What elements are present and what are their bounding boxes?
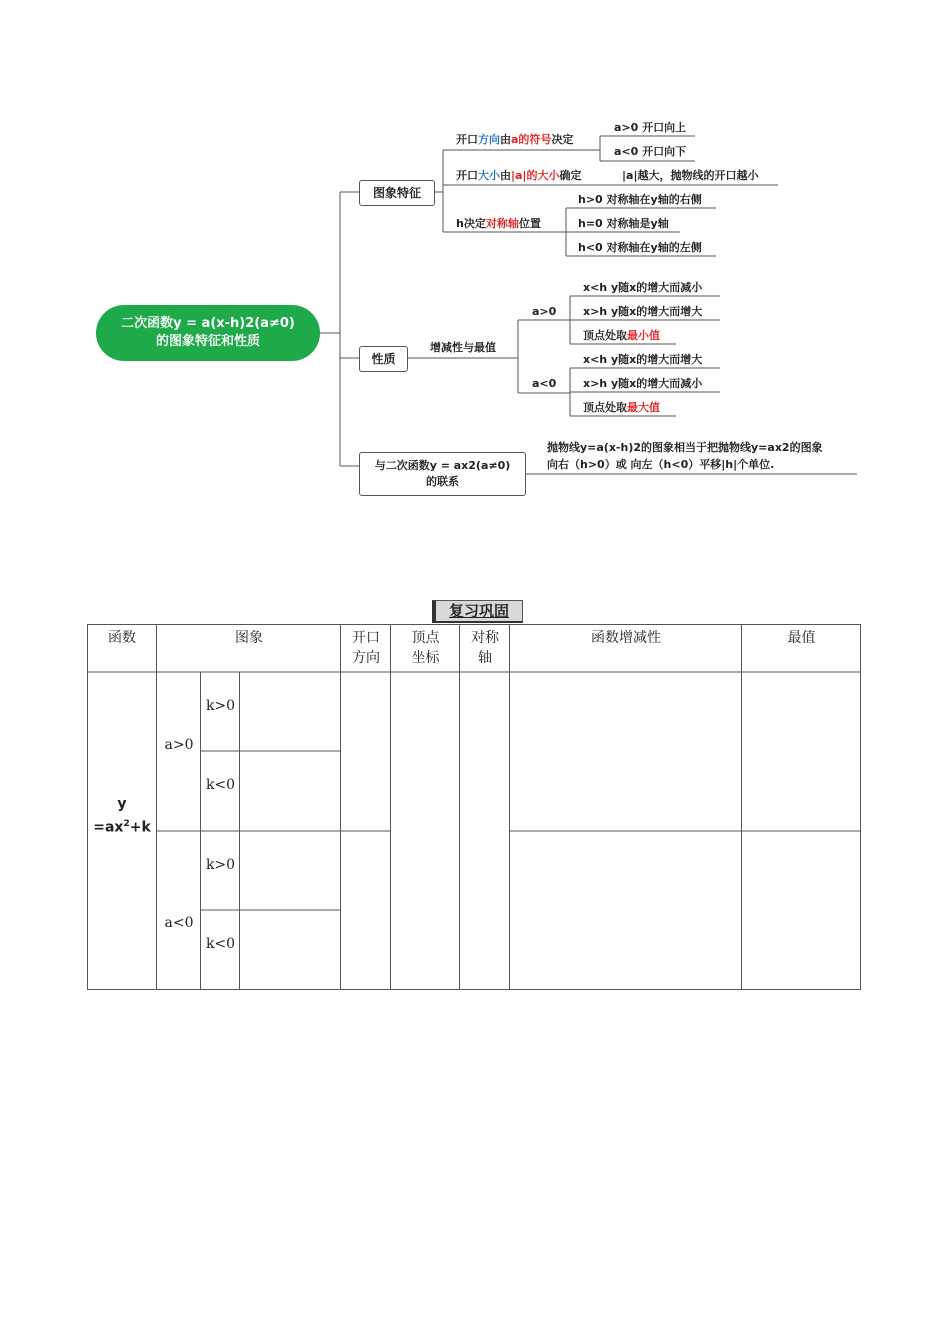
label-a-pos: a>0 <box>164 737 194 753</box>
leaf-pos-2: x>h y随x的增大而增大 <box>583 305 703 318</box>
sub-opening-size: 开口大小由|a|的大小确定 <box>456 169 582 182</box>
node-a-neg: a<0 <box>532 377 557 390</box>
function-expression: y $=ax^2+k$ <box>93 796 151 836</box>
sub-monotonicity: 增减性与最值 <box>430 341 496 354</box>
label-k-pos-1: k>0 <box>205 698 236 714</box>
branch-relation <box>359 452 526 496</box>
leaf-relation-2: 向右（h>0）或 向左（h<0）平移|h|个单位. <box>547 458 775 471</box>
leaf-neg-1: x<h y随x的增大而增大 <box>583 353 703 366</box>
leaf-h-zero: h=0 对称轴是y轴 <box>578 217 669 230</box>
header-extreme: 最值 <box>787 630 816 646</box>
header-axis: 对称 轴 <box>471 630 499 666</box>
leaf-a-neg-down: a<0 开口向下 <box>614 145 687 158</box>
mindmap-root <box>96 305 320 361</box>
label-a-neg: a<0 <box>164 915 194 931</box>
root-line-1: 二次函数y = a(x-h)2(a≠0) <box>121 316 295 331</box>
leaf-abs-a: |a|越大，抛物线的开口越小 <box>622 169 759 182</box>
branch-properties-label: 性质 <box>371 352 396 366</box>
branch-properties <box>359 346 408 372</box>
leaf-pos-1: x<h y随x的增大而减小 <box>583 281 703 294</box>
root-line-2: 的图象特征和性质 <box>155 334 260 349</box>
header-vertex: 顶点 坐标 <box>411 630 440 666</box>
branch-graph-features-label: 图象特征 <box>372 186 421 200</box>
sub-axis-position: h决定对称轴位置 <box>456 217 541 230</box>
leaf-pos-3: 顶点处取最小值 <box>583 329 660 342</box>
header-opening: 开口 方向 <box>352 630 380 666</box>
label-k-pos-2: k>0 <box>205 857 236 873</box>
branch-relation-line-1: 与二次函数y = ax2(a≠0) <box>374 459 511 472</box>
leaf-h-neg: h<0 对称轴在y轴的左侧 <box>578 241 702 254</box>
header-monotonicity: 函数增减性 <box>591 630 661 646</box>
branch-graph-features <box>359 180 435 206</box>
label-k-neg-1: k<0 <box>205 777 236 793</box>
node-a-pos: a>0 <box>532 305 557 318</box>
leaf-a-pos-up: a>0 开口向上 <box>614 121 687 134</box>
sub-opening-direction: 开口方向由a的符号决定 <box>456 133 574 146</box>
leaf-neg-2: x>h y随x的增大而减小 <box>583 377 703 390</box>
leaf-neg-3: 顶点处取最大值 <box>583 401 660 414</box>
header-function: 函数 <box>108 630 136 646</box>
branch-relation-line-2: 的联系 <box>426 475 459 488</box>
leaf-h-pos: h>0 对称轴在y轴的右侧 <box>578 193 702 206</box>
leaf-relation-1: 抛物线y=a(x-h)2的图象相当于把抛物线y=ax2的图象 <box>547 441 823 454</box>
label-k-neg-2: k<0 <box>205 936 236 952</box>
review-title: 复习巩固 <box>432 600 523 623</box>
header-graph: 图象 <box>235 630 263 646</box>
